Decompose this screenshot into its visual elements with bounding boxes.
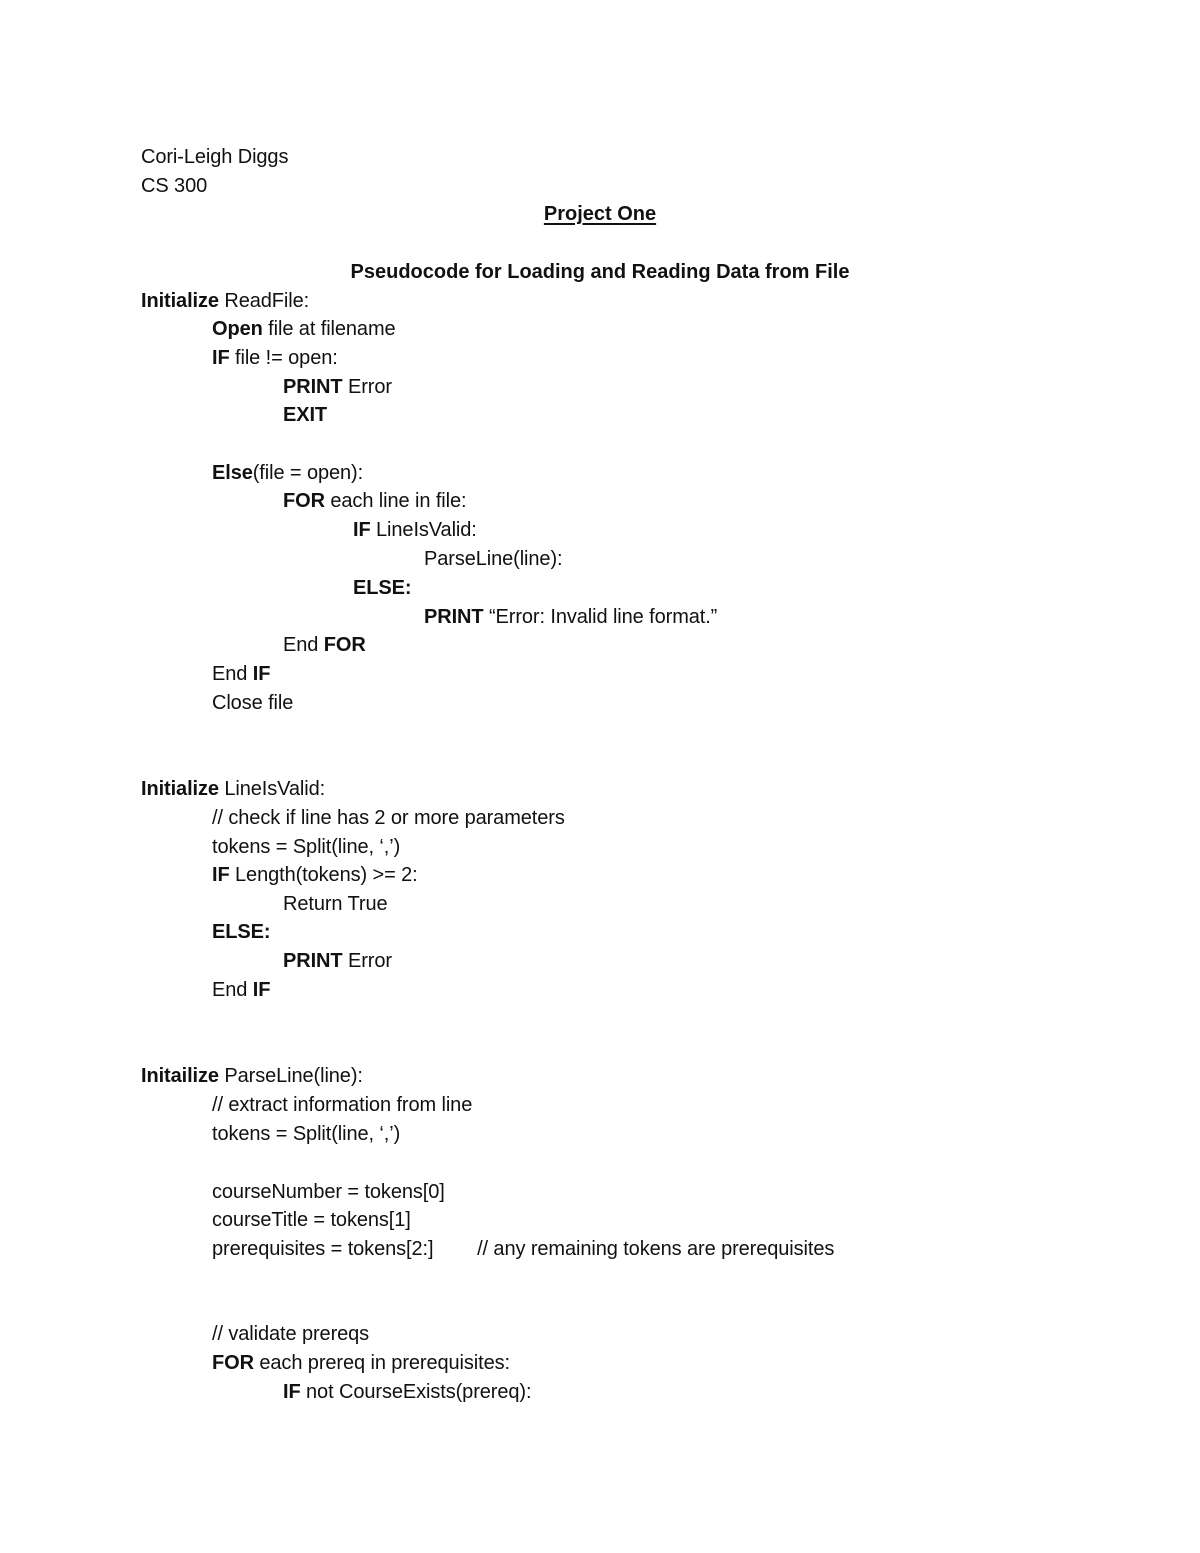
code-text: each prereq in prerequisites: [253, 1352, 510, 1374]
code-line [212, 317, 396, 341]
code-text: ParseLine(line): [218, 1065, 363, 1087]
code-line [283, 949, 392, 973]
code-line [353, 576, 411, 600]
code-line [212, 1180, 445, 1204]
code-text: // validate prereqs [212, 1323, 370, 1345]
code-keyword: Else [212, 462, 253, 484]
code-keyword: IF [283, 1381, 301, 1403]
code-line [212, 863, 418, 887]
code-line [212, 920, 270, 944]
title-text: Project One [543, 203, 657, 225]
code-keyword: PRINT [283, 950, 343, 972]
code-keyword: IF [252, 979, 271, 1001]
code-keyword: Open [212, 318, 263, 340]
code-line [212, 346, 338, 370]
code-line [141, 289, 309, 313]
code-keyword: PRINT [424, 606, 484, 628]
code-text: courseNumber = tokens[0] [212, 1181, 445, 1203]
code-text: not CourseExists(prereq): [300, 1381, 532, 1403]
code-text: tokens = Split(line, ‘,’) [212, 1123, 401, 1145]
code-text: Close file [212, 692, 294, 714]
code-keyword: FOR [212, 1352, 254, 1374]
code-text: End [212, 979, 253, 1001]
code-line [141, 777, 325, 801]
code-keyword: FOR [283, 490, 325, 512]
code-text: LineIsValid: [370, 519, 477, 541]
code-line [283, 1380, 531, 1404]
code-text: ParseLine(line): [424, 548, 563, 570]
code-line [212, 1093, 472, 1117]
code-text: Length(tokens) >= 2: [229, 864, 418, 886]
code-keyword: EXIT [283, 404, 328, 426]
code-keyword: Initailize [141, 1065, 219, 1087]
code-text: courseTitle = tokens[1] [212, 1209, 411, 1231]
code-keyword: IF [252, 663, 271, 685]
code-text: file at filename [262, 318, 396, 340]
code-text: End [212, 663, 253, 685]
code-text: // extract information from line [212, 1094, 473, 1116]
author-name: Cori-Leigh Diggs [141, 146, 289, 168]
code-line [212, 1237, 834, 1261]
page-title [0, 202, 1200, 226]
code-keyword: ELSE: [353, 577, 412, 599]
code-text: Error [342, 950, 392, 972]
code-text: End [283, 634, 324, 656]
page-subtitle: Pseudocode for Loading and Reading Data from File [350, 261, 850, 283]
code-text: tokens = Split(line, ‘,’) [212, 836, 401, 858]
code-line [212, 691, 293, 715]
code-line [424, 547, 562, 571]
code-line [212, 978, 270, 1002]
code-line [283, 403, 327, 427]
code-line [212, 806, 565, 830]
code-keyword: ELSE: [212, 921, 271, 943]
code-line [212, 1351, 510, 1375]
code-keyword: IF [212, 864, 230, 886]
code-line [212, 1322, 369, 1346]
code-line [212, 461, 363, 485]
code-text: (file = open): [252, 462, 364, 484]
code-keyword: Initialize [141, 290, 219, 312]
code-keyword: FOR [323, 634, 366, 656]
code-text: prerequisites = tokens[2:] // any remaining tokens are prerequisites [212, 1238, 835, 1260]
code-line [141, 1064, 363, 1088]
code-line [212, 1122, 400, 1146]
code-keyword: PRINT [283, 376, 343, 398]
code-line [212, 835, 400, 859]
code-text: Return True [283, 893, 388, 915]
code-keyword: IF [353, 519, 371, 541]
code-line [212, 1208, 411, 1232]
code-keyword: IF [212, 347, 230, 369]
code-text: ReadFile: [218, 290, 310, 312]
code-line [283, 633, 366, 657]
code-line [283, 375, 392, 399]
code-line [283, 489, 466, 513]
course-code: CS 300 [141, 175, 208, 197]
code-text: each line in file: [324, 490, 467, 512]
code-text: LineIsValid: [218, 778, 326, 800]
code-keyword: Initialize [141, 778, 219, 800]
code-text: file != open: [229, 347, 338, 369]
code-text: Error [342, 376, 392, 398]
code-text: “Error: Invalid line format.” [483, 606, 718, 628]
code-text: // check if line has 2 or more parameters [212, 807, 565, 829]
code-line [283, 892, 388, 916]
code-line [212, 662, 270, 686]
code-line [424, 605, 717, 629]
code-line [353, 518, 477, 542]
